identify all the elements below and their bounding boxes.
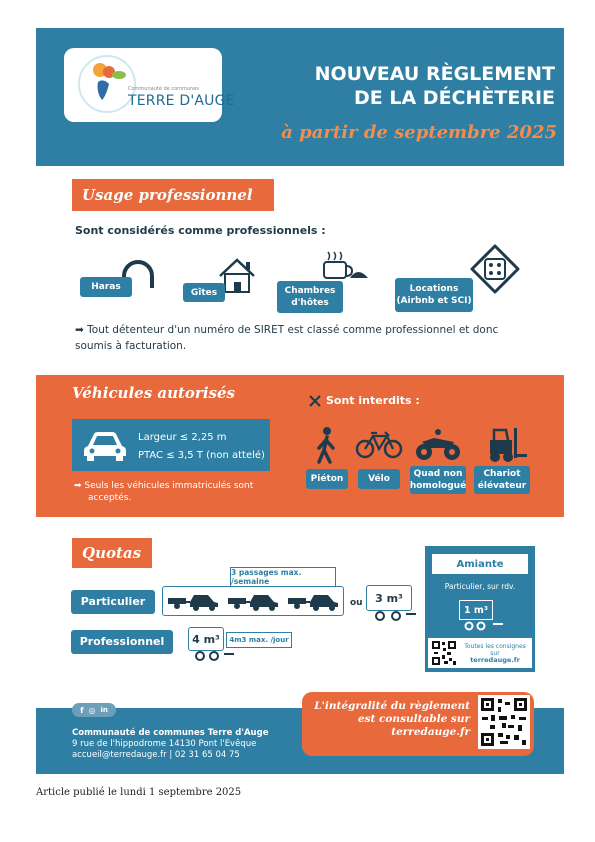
- vehicle-note-line-1: ➡ Seuls les véhicules immatriculés sont: [74, 481, 254, 491]
- pedestrian-icon: [313, 426, 339, 466]
- logo-small-text: Communauté de communes: [128, 86, 199, 92]
- instagram-icon[interactable]: ◎: [88, 705, 96, 715]
- forklift-icon: [484, 426, 528, 464]
- or-label: ou: [350, 598, 363, 608]
- social-links: [72, 703, 116, 717]
- callout-line-1: L'intégralité du règlement: [314, 700, 470, 712]
- pill-professionnel: Professionnel: [71, 630, 173, 654]
- vehicle-note-line-2: acceptés.: [88, 493, 132, 503]
- pill-locations: Locations (Airbnb et SCI): [395, 278, 473, 312]
- pill-haras: Haras: [80, 277, 132, 297]
- facebook-icon[interactable]: f: [80, 705, 84, 715]
- linkedin-icon[interactable]: in: [100, 706, 108, 714]
- vehicle-ptac: PTAC ≤ 3,5 T (non attelé): [138, 450, 265, 461]
- pill-particulier: Particulier: [71, 590, 155, 614]
- title-line-2: DE LA DÉCHÈTERIE: [354, 87, 555, 109]
- page-title: [255, 62, 555, 110]
- volume-4m3: 4 m³: [188, 627, 224, 651]
- forbidden-title: Sont interdits :: [326, 394, 420, 407]
- car-icon: [82, 426, 128, 462]
- pill-chambres: Chambres d'hôtes: [277, 281, 343, 313]
- qr-code-icon: [431, 640, 457, 666]
- passages-label: 3 passages max. /semaine: [230, 567, 336, 587]
- consignes-line-2: sur: [490, 650, 500, 657]
- pill-gites: Gîtes: [183, 283, 225, 302]
- pro-max-label: 4m3 max. /jour: [226, 632, 292, 648]
- pill-quad: Quad non homologué: [410, 466, 466, 494]
- consignes-site[interactable]: terredauge.fr: [470, 656, 520, 664]
- footer-contact[interactable]: accueil@terredauge.fr | 02 31 65 04 75: [72, 750, 240, 760]
- consignes-line-1: Toutes les consignes: [464, 643, 526, 650]
- callout-line-2: est consultable sur: [357, 713, 470, 725]
- footer-org: Communauté de communes Terre d'Auge: [72, 728, 269, 738]
- pro-banner: Usage professionnel: [72, 179, 274, 211]
- siret-note-line-1: ➡ Tout détenteur d'un numéro de SIRET est classé comme professionnel et donc: [75, 324, 499, 336]
- siret-note-line-2: soumis à facturation.: [75, 340, 187, 352]
- article-caption: Article publié le lundi 1 septembre 2025: [36, 787, 242, 798]
- consignes-text: [457, 643, 533, 664]
- logo-name: TERRE D'AUGE: [128, 93, 235, 109]
- pro-intro: Sont considérés comme professionnels :: [75, 224, 326, 237]
- key-icon: [468, 242, 522, 296]
- footer-address: 9 rue de l'hippodrome 14130 Pont l'Evêque: [72, 739, 257, 749]
- amiante-volume: 1 m³: [459, 600, 493, 620]
- quotas-banner: Quotas: [72, 538, 152, 568]
- amiante-title: Amiante: [432, 554, 528, 574]
- qr-code-icon[interactable]: [478, 695, 530, 749]
- trailer-wheels-icon: [459, 620, 505, 632]
- pill-velo: Vélo: [358, 469, 400, 489]
- pill-chariot: Chariot élévateur: [474, 466, 530, 494]
- volume-3m3: 3 m³: [366, 585, 412, 611]
- amiante-subtitle: Particulier, sur rdv.: [444, 582, 516, 591]
- car-trailer-icons: [168, 592, 338, 612]
- callout-line-3[interactable]: terredauge.fr: [391, 726, 470, 738]
- vehicles-banner: Véhicules autorisés: [72, 384, 235, 402]
- callout-text: [306, 700, 470, 739]
- vehicle-width: Largeur ≤ 2,25 m: [138, 432, 227, 443]
- bicycle-icon: [355, 430, 403, 460]
- subtitle: à partir de septembre 2025: [281, 122, 557, 143]
- quad-icon: [414, 428, 462, 462]
- cross-icon: [309, 395, 321, 407]
- coffee-croissant-icon: [320, 248, 370, 284]
- trailer-wheels-icon: [366, 610, 416, 622]
- trailer-wheels-icon: [188, 650, 236, 662]
- title-line-1: NOUVEAU RÈGLEMENT: [314, 63, 555, 85]
- pill-pieton: Piéton: [306, 469, 348, 489]
